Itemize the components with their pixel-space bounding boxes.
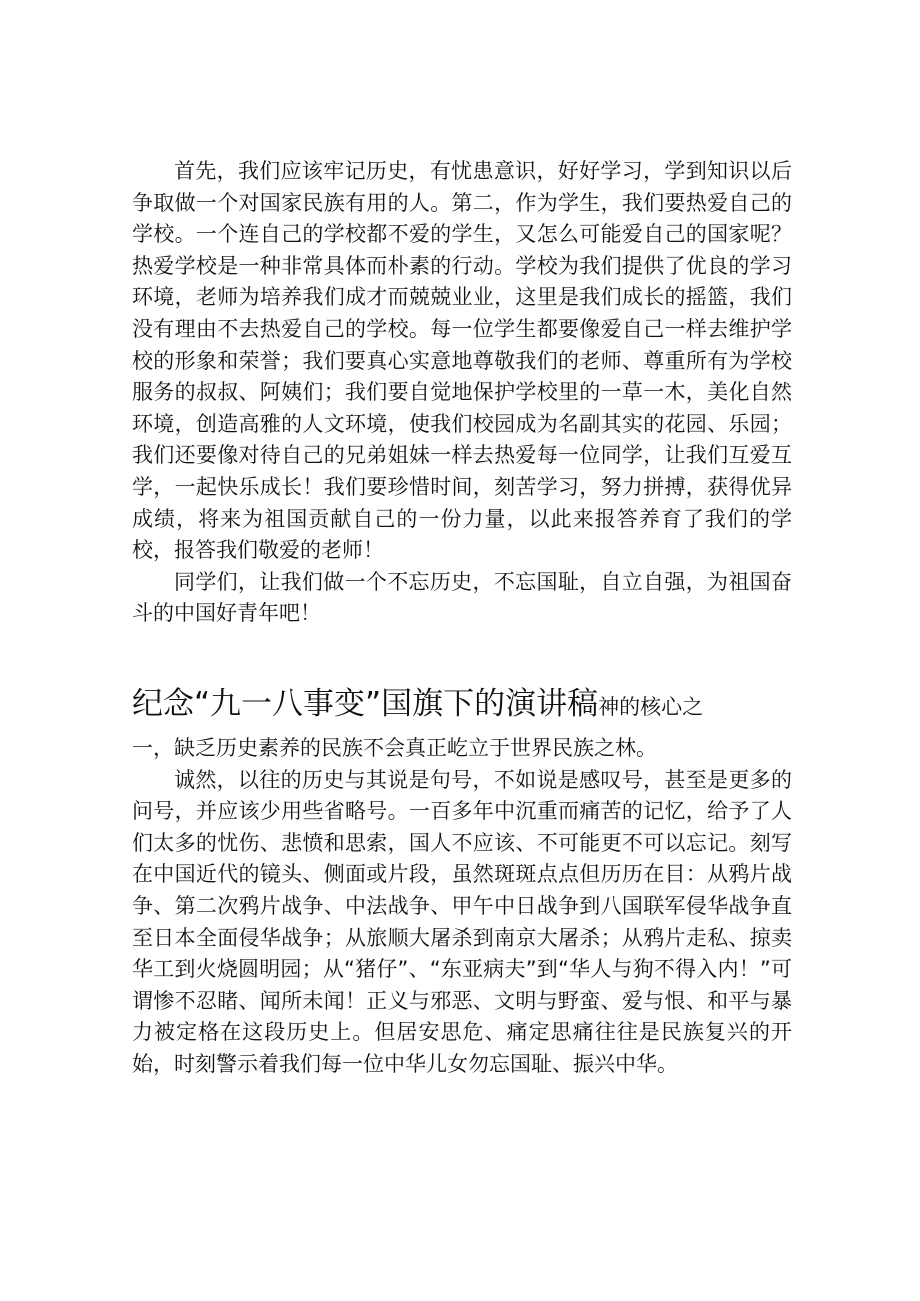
text-section-2: [132, 733, 792, 1081]
speech-heading: [132, 682, 812, 731]
text-section-1: [132, 156, 792, 630]
body-paragraph: 首先，我们应该牢记历史，有忧患意识，好好学习，学到知识以后争取做一个对国家民族有用的人。第二，作为学生，我们要热爱自己的学校。一个连自己的学校都不爱的学生，又怎么可能爱自己的国家呢？热爱学校是一种非常具体而朴素的行动。学校为我们提供了优良的学习环境，老师为培养我们成才而兢兢业业，这里是我们成长的摇篮，我们没有理由不去热爱自己的学校。每一位学生都要像爱自己一样去维护学校的形象和荣誉；我们要真心实意地尊敬我们的老师、尊重所有为学校服务的叔叔、阿姨们；我们要自觉地保护学校里的一草一木，美化自然环境，创造高雅的人文环境，使我们校园成为名副其实的花园、乐园；我们还要像对待自己的兄弟姐妹一样去热爱每一位同学，让我们互爱互学，一起快乐成长！我们要珍惜时间，刻苦学习，努力拼搏，获得优异成绩，将来为祖国贡献自己的一份力量，以此来报答养育了我们的学校，报答我们敬爱的老师！: [132, 159, 792, 563]
body-paragraph-continuation: 一，缺乏历史素养的民族不会真正屹立于世界民族之林。: [132, 736, 657, 760]
heading-title: 纪念“九一八事变”国旗下的演讲稿: [132, 686, 599, 722]
body-paragraph: 同学们，让我们做一个不忘历史，不忘国耻，自立自强，为祖国奋斗的中国好青年吧！: [132, 569, 792, 626]
heading-tail-text: 神的核心之: [598, 695, 704, 719]
body-paragraph: 诚然，以往的历史与其说是句号，不如说是感叹号，甚至是更多的问号，并应该少用些省略号。一百多年中沉重而痛苦的记忆，给予了人们太多的忧伤、悲愤和思索，国人不应该、不可能更不可以忘记。刻写在中国近代的镜头、侧面或片段，虽然斑斑点点但历历在目：从鸦片战争、第二次鸦片战争、中法战争、甲午中日战争到八国联军侵华战争直至日本全面侵华战争；从旅顺大屠杀到南京大屠杀；从鸦片走私、掠卖华工到火烧圆明园；从“猪仔”、“东亚病夫”到“华人与狗不得入内！”可谓惨不忍睹、闻所未闻！正义与邪恶、文明与野蛮、爱与恨、和平与暴力被定格在这段历史上。但居安思危、痛定思痛往往是民族复兴的开始，时刻警示着我们每一位中华儿女勿忘国耻、振兴中华。: [132, 767, 792, 1076]
